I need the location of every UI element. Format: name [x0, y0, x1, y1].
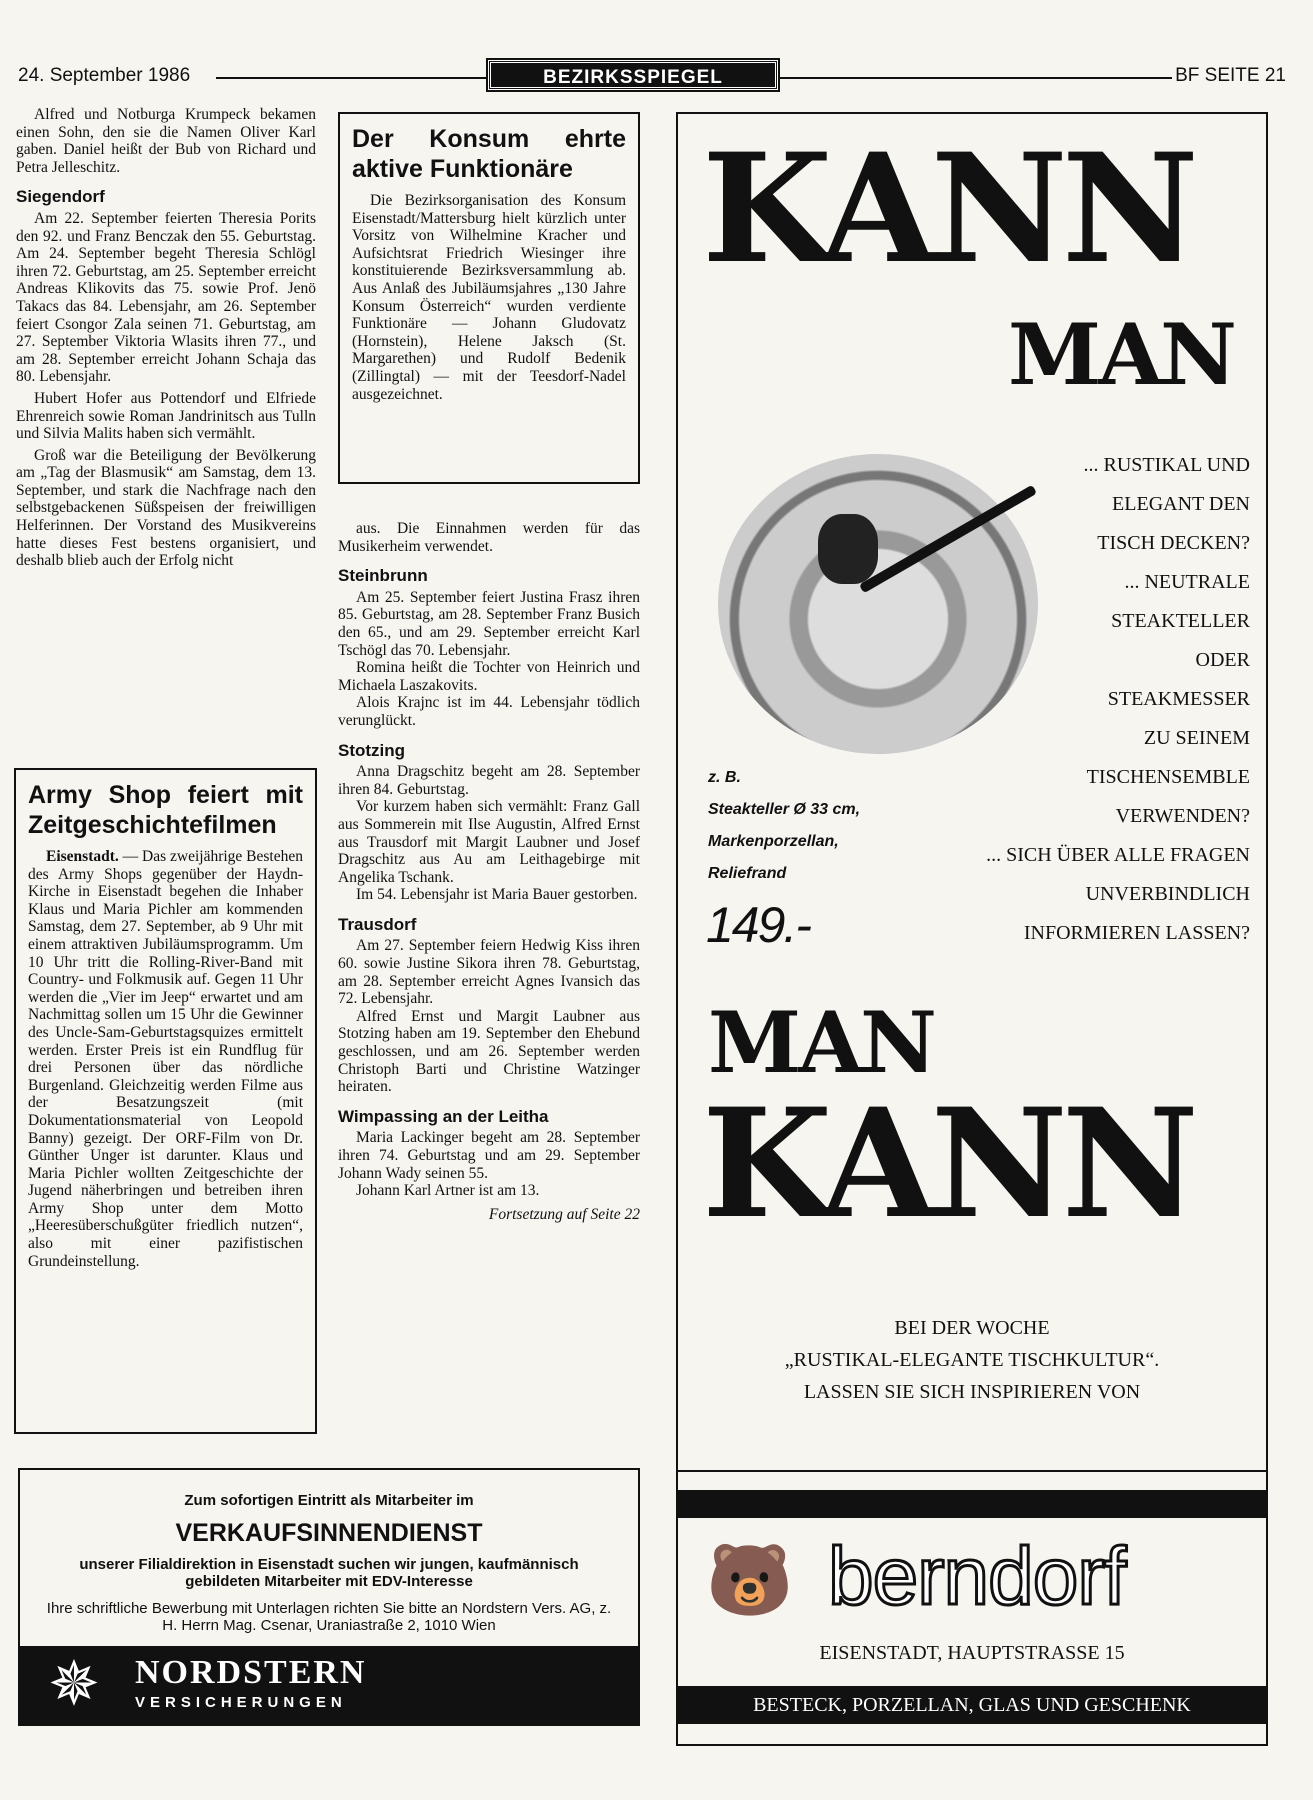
ad-question-line: UNVERBINDLICH [1085, 883, 1250, 905]
column-middle [338, 520, 640, 1223]
ad-question-line: ZU SEINEM [1143, 727, 1250, 749]
ad-question-line: TISCHENSEMBLE [1086, 766, 1250, 788]
job-description: unserer Filialdirektion in Eisenstadt suchen wir jungen, kaufmännisch gebildeten Mitarbeiter mit EDV-Interesse [79, 1556, 579, 1590]
column-left [16, 106, 316, 570]
section-title: BEZIRKSSPIEGEL [488, 60, 778, 90]
ad-question-line: ... SICH ÜBER ALLE FRAGEN [986, 844, 1250, 866]
header-rule [216, 77, 486, 79]
headline-man: MAN [1008, 305, 1234, 404]
article-body: — Das zweijährige Bestehen des Army Shops gegenüber der Haydn-Kirche in Eisenstadt begehen die Inhaber Klaus und Maria Pichler am kommenden Samstag, dem 27. September, ab 9 Uhr mit einem attraktiven Jubiläumsprogramm. Um 10 Uhr tritt die Rolling-River-Band mit Country- und Folkmusik auf. Gegen 11 Uhr werden die „Vier im Jeep“ erwartet und am Nachmittag sollen um 15 Uhr die Gewinner des Uncle-Sam-Geburtstagsquizes ermittelt werden. Erster Preis ist ein Rundflug für drei Personen über das nördliche Burgenland. Gleichzeitig werden Filme aus der Besatzungszeit (mit Dokumentationsmaterial von Leopold Banny) gezeigt. Der ORF-Film von Dr. Günther Unger ist darunter. Klaus und Maria Pichler wollten Zeitgeschichte der Jugend näherbringen und betreiben ihren Army Shop unter dem Motto „Heeresüberschußgüter friedlich nutzen“, also mit einer pazifistischen Grundeinstellung. [28, 848, 303, 1270]
divider [676, 1470, 1268, 1472]
nordstern-brand: NORDSTERN [135, 1654, 367, 1691]
ad-question-line: TISCH DECKEN? [1097, 532, 1250, 554]
article-body: Die Bezirksorganisation des Konsum Eisenstadt/Mattersburg hielt kürzlich unter Vorsitz von Wilhelmine Kracher und Aufsichtsrat Friedrich Wiesinger ihre konstituierende Bezirksversammlung ab. Aus Anlaß des Jubiläumsjahres „130 Jahre Konsum Österreich“ wurden verdiente Funktionäre — Johann Gludovatz (Hornstein), Helene Jaksch (St. Margarethen) und Rudolf Bedenik (Zillingtal) — mit der Teesdorf-Nadel ausgezeichnet. [352, 192, 626, 403]
paragraph: Am 22. September feierten Theresia Porits den 92. und Franz Benczak den 55. Geburtstag. Am 24. September begeht Theresia Schlögl ihren 72. Geburtstag, am 25. September erreicht Andreas Klikovits das 75. sowie Prof. Jenö Takacs das 84. Lebensjahr, am 26. September feiert Csongor Zala seinen 71. Geburtstag, am 27. September Viktoria Wlasits ihren 77., und am 28. September erreicht Johann Schaja das 80. Lebensjahr. [16, 209, 316, 386]
berndorf-logo: berndorf [828, 1531, 1126, 1622]
closing-line: BEI DER WOCHE [894, 1317, 1050, 1339]
ad-question-line: INFORMIEREN LASSEN? [1023, 922, 1250, 944]
header-rule [780, 77, 1172, 79]
star-logo-icon: ✵ [48, 1650, 100, 1719]
paragraph: Groß war die Beteiligung der Bevölkerung am „Tag der Blasmusik“ am Samstag, dem 13. September, und stark die Nachfrage nach den selbstgebackenen Süßspeisen der freiwilligen Helferinnen. Der Vorstand des Musikvereins hatte dieses Fest bestens organisiert, und deshalb blieb auch der Erfolg nicht [16, 446, 316, 570]
ad-question-line: STEAKTELLER [1111, 610, 1250, 632]
ad-question-line: STEAKMESSER [1107, 688, 1250, 710]
headline-kann: KANN [702, 121, 1193, 297]
spec-line: Markenporzellan, [708, 833, 839, 850]
product-spec [708, 762, 860, 890]
paragraph: Hubert Hofer aus Pottendorf und Elfriede Ehrenreich sowie Roman Jandrinitsch aus Tulln und Silvia Malits haben sich vermählt. [16, 389, 316, 443]
continuation-note: Fortsetzung auf Seite 22 [488, 1205, 640, 1223]
article-title: Der Konsum ehrte aktive Funktionäre [352, 125, 626, 183]
ad-questions [928, 446, 1250, 953]
ad-closing [678, 1312, 1266, 1408]
ad-question-line: ODER [1195, 649, 1250, 671]
job-advertisement [18, 1468, 640, 1726]
ad-question-line: ELEGANT DEN [1112, 493, 1250, 515]
job-title: VERKAUFSINNENDIENST [175, 1519, 483, 1547]
steak-image [818, 514, 878, 584]
price: 149.- [706, 897, 810, 953]
headline-kann: KANN [702, 1076, 1193, 1252]
page-number: BF SEITE 21 [1175, 65, 1286, 86]
paragraph: Johann Karl Artner ist am 13. [356, 1182, 540, 1200]
heading-siegendorf: Siegendorf [16, 187, 105, 207]
paragraph: Im 54. Lebensjahr ist Maria Bauer gestorben. [356, 886, 638, 904]
heading-steinbrunn: Steinbrunn [338, 566, 428, 586]
black-bar [678, 1490, 1266, 1518]
dateline: Eisenstadt. [46, 848, 119, 865]
ad-question-line: ... NEUTRALE [1124, 571, 1250, 593]
issue-date: 24. September 1986 [18, 65, 191, 86]
headline-man: MAN [708, 993, 934, 1092]
page-header [18, 60, 1286, 94]
spec-line: Reliefrand [708, 865, 787, 882]
paragraph: Am 25. September feiert Justina Frasz ihren 85. Geburtstag, am 28. September Franz Busich den 65., und am 29. September erreicht Karl Tschögl das 70. Lebensjahr. [338, 588, 640, 659]
paragraph: Alfred Ernst und Margit Laubner aus Stotzing haben am 19. September den Ehebund geschlossen, und am 26. September werden Christoph Barti und Christine Watzinger heiraten. [338, 1007, 640, 1096]
paragraph: Maria Lackinger begeht am 28. September ihren 74. Geburtstag und am 29. September Johann Wady seinen 55. [338, 1129, 640, 1182]
spec-line: Steakteller Ø 33 cm, [708, 801, 861, 818]
paragraph: aus. Die Einnahmen werden für das Musikerheim verwendet. [338, 520, 640, 555]
paragraph: Vor kurzem haben sich vermählt: Franz Gall aus Sommerein mit Ilse Augustin, Alfred Ernst aus Trausdorf mit Margit Laubner und Josef Dragschitz aus Au am Leithagebirge mit Angelika Tschank. [338, 798, 640, 886]
paragraph: Am 27. September feiern Hedwig Kiss ihren 60. sowie Justine Sikora ihren 78. Geburtstag, am 28. September erreicht Agnes Ivansich das 72. Lebensjahr. [338, 937, 640, 1008]
closing-line: LASSEN SIE SICH INSPIRIEREN VON [803, 1381, 1141, 1403]
store-tagline: BESTECK, PORZELLAN, GLAS UND GESCHENK [678, 1686, 1266, 1724]
konsum-article [338, 112, 640, 484]
paragraph: Alois Krajnc ist im 44. Lebensjahr tödlich verunglückt. [338, 694, 640, 729]
nordstern-sub: VERSICHERUNGEN [135, 1694, 347, 1711]
store-address: EISENSTADT, HAUPTSTRASSE 15 [819, 1642, 1125, 1664]
paragraph: Romina heißt die Tochter von Heinrich und Michaela Laszakovits. [338, 659, 640, 694]
berndorf-advertisement [676, 112, 1268, 1746]
heading-wimpassing: Wimpassing an der Leitha [338, 1106, 549, 1126]
spec-zb: z. B. [708, 769, 741, 786]
job-application: Ihre schriftliche Bewerbung mit Unterlagen richten Sie bitte an Nordstern Vers. AG, z. H. Herrn Mag. Csenar, Uraniastraße 2, 1010 Wien [46, 1600, 612, 1634]
ad-question-line: VERWENDEN? [1115, 805, 1250, 827]
closing-line: „RUSTIKAL-ELEGANTE TISCHKULTUR“. [784, 1349, 1160, 1371]
paragraph: Alfred und Notburga Krumpeck bekamen einen Sohn, den sie die Namen Oliver Karl gaben. Daniel heißt der Bub von Richard und Petra Jelleschitz. [16, 106, 316, 176]
heading-stotzing: Stotzing [338, 740, 406, 760]
job-intro: Zum sofortigen Eintritt als Mitarbeiter im [184, 1492, 474, 1509]
bear-logo-icon: 🐻 [706, 1543, 794, 1620]
nordstern-banner [20, 1646, 638, 1724]
heading-trausdorf: Trausdorf [338, 914, 417, 934]
paragraph: Anna Dragschitz begeht am 28. September ihren 84. Geburtstag. [338, 763, 640, 798]
army-shop-article [14, 768, 317, 1434]
ad-question-line: ... RUSTIKAL UND [1083, 454, 1250, 476]
article-title: Army Shop feiert mit Zeitgeschichtefilmen [28, 781, 303, 839]
